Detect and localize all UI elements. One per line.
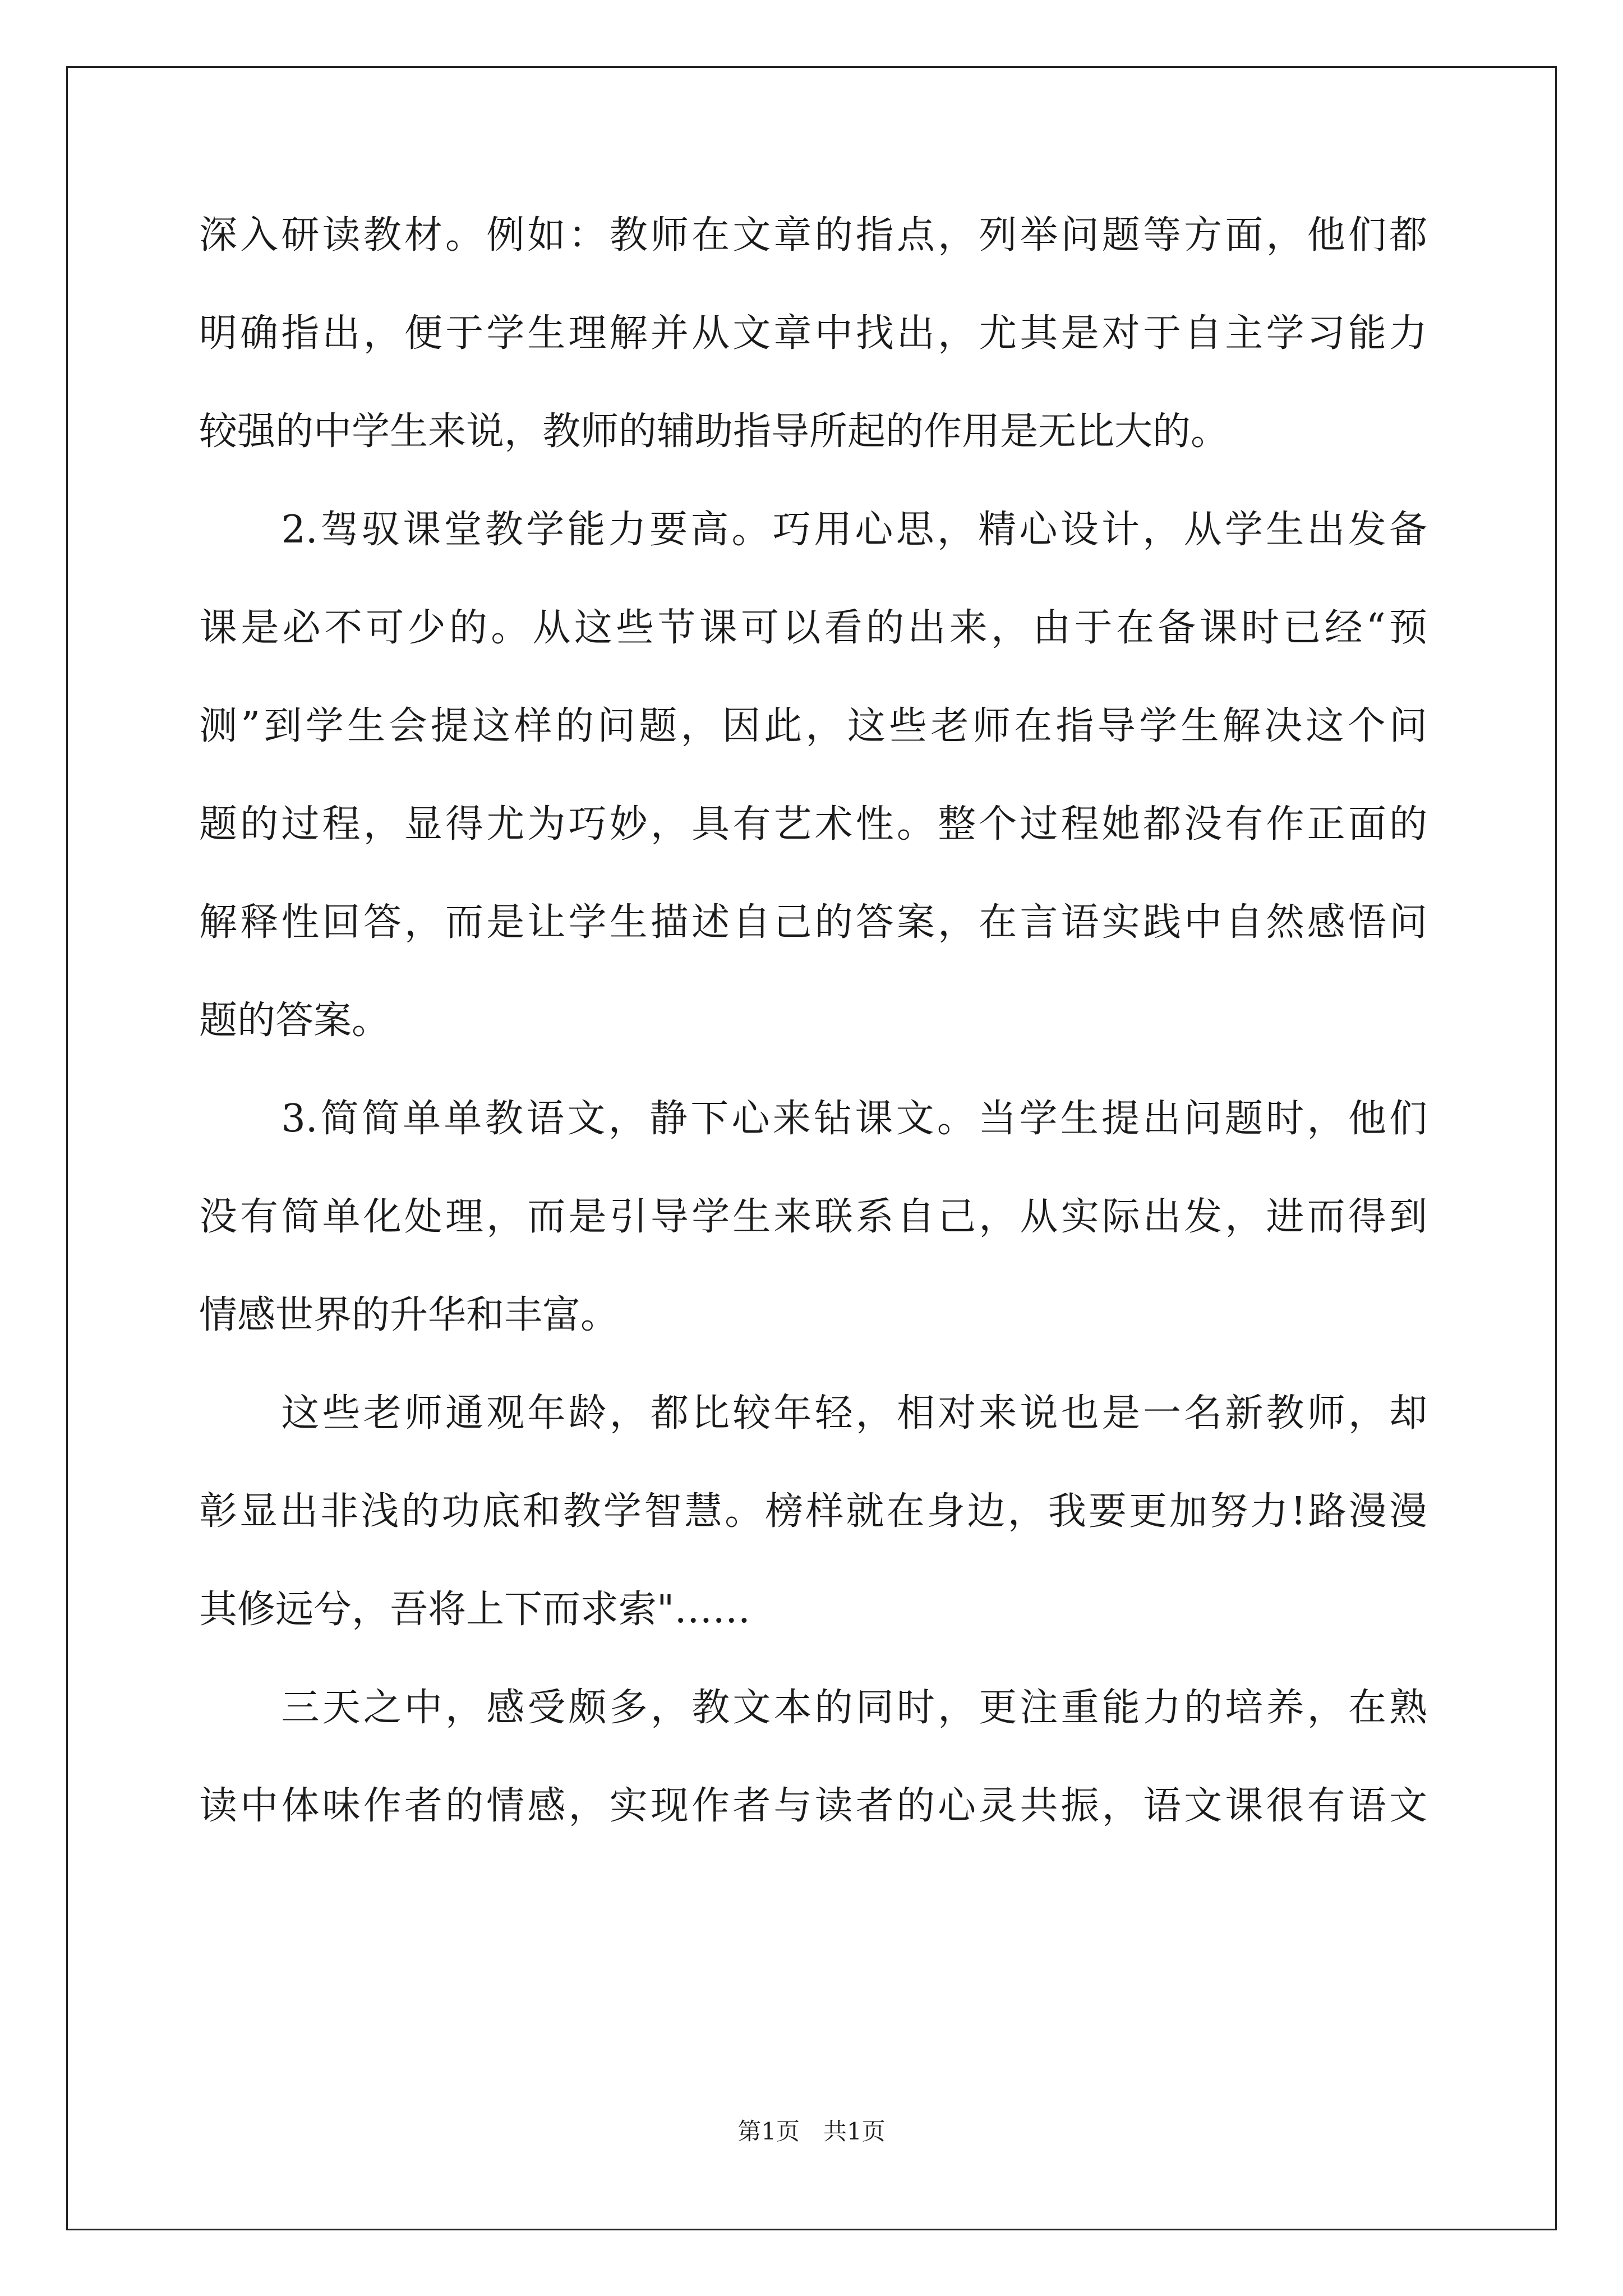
text-line-13: 这些老师通观年龄，都比较年轻，相对来说也是一名新教师，却 [199, 1391, 1427, 1435]
page-border [66, 66, 1557, 2230]
text-line-2: 明确指出，便于学生理解并从文章中找出，尤其是对于自主学习能力 [199, 311, 1427, 356]
text-line-3: 较强的中学生来说，教师的辅助指导所起的作用是无比大的。 [199, 409, 1229, 454]
text-line-6: 测”到学生会提这样的问题，因此，这些老师在指导学生解决这个问 [199, 704, 1427, 748]
text-line-10: 3.简简单单教语文，静下心来钻课文。当学生提出问题时，他们 [199, 1097, 1427, 1141]
text-line-15: 其修远兮，吾将上下而求索"…… [199, 1588, 751, 1632]
text-line-17: 读中体味作者的情感，实现作者与读者的心灵共振，语文课很有语文 [199, 1784, 1427, 1828]
text-line-5: 课是必不可少的。从这些节课可以看的出来，由于在备课时已经“预 [199, 606, 1427, 650]
text-line-7: 题的过程，显得尤为巧妙，具有艺术性。整个过程她都没有作正面的 [199, 802, 1427, 846]
text-line-12: 情感世界的升华和丰富。 [199, 1293, 619, 1337]
text-line-14: 彰显出非浅的功底和教学智慧。榜样就在身边，我要更加努力!路漫漫 [199, 1489, 1427, 1534]
page-footer: 第1页 共1页 [737, 2118, 886, 2145]
text-line-9: 题的答案。 [199, 999, 390, 1043]
text-line-1: 深入研读教材。例如：教师在文章的指点，列举问题等方面，他们都 [199, 213, 1427, 257]
text-line-16: 三天之中，感受颇多，教文本的同时，更注重能力的培养，在熟 [199, 1686, 1427, 1730]
text-line-4: 2.驾驭课堂教学能力要高。巧用心思，精心设计，从学生出发备 [199, 508, 1427, 552]
text-line-11: 没有简单化处理，而是引导学生来联系自己，从实际出发，进而得到 [199, 1195, 1427, 1239]
text-line-8: 解释性回答，而是让学生描述自己的答案，在言语实践中自然感悟问 [199, 900, 1427, 945]
